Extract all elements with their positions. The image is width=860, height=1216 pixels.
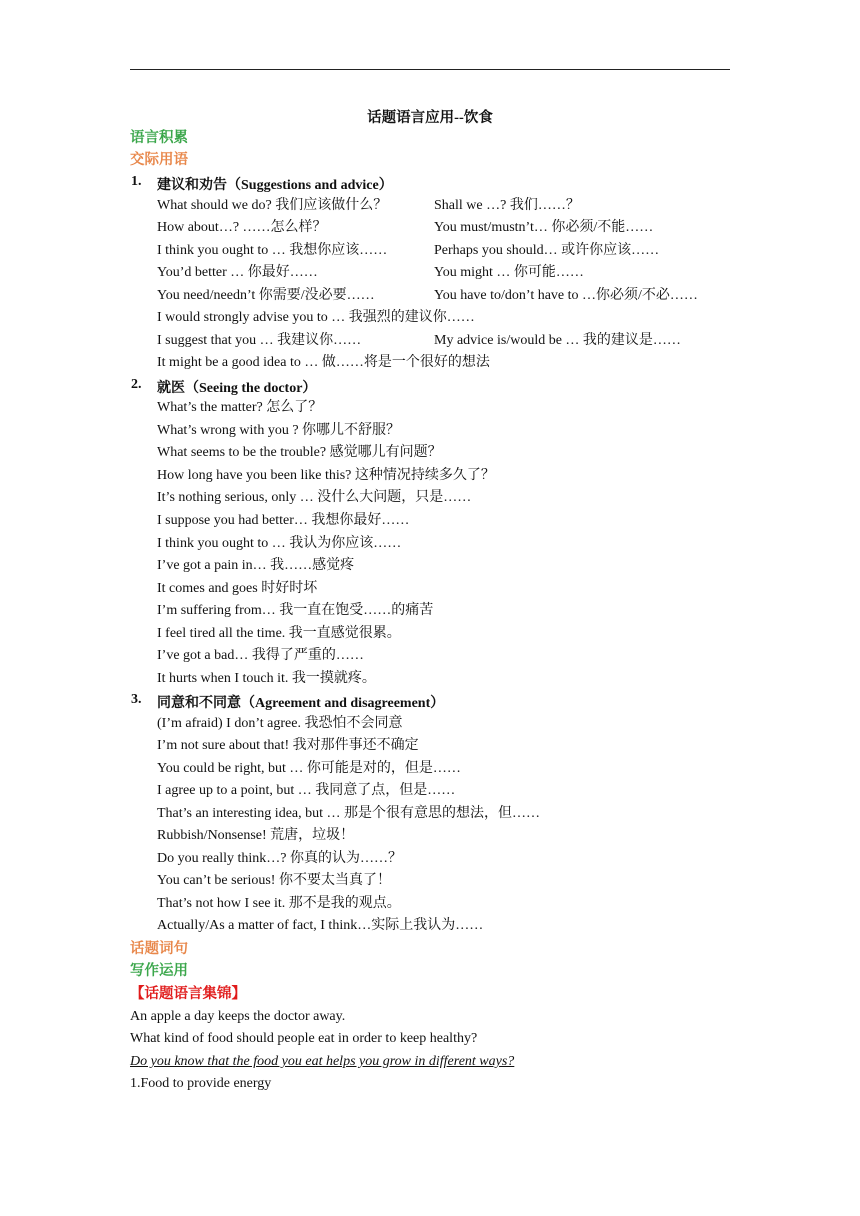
- s1-row6-left: I would strongly advise you to … 我强烈的建议你……: [157, 310, 475, 325]
- s1-row3-right: Perhaps you should… 或许你应该……: [434, 243, 660, 258]
- s1-row1-left: What should we do? 我们应该做什么？: [157, 198, 388, 213]
- s2-line: What’s wrong with you ? 你哪儿不舒服？: [157, 423, 401, 438]
- s2-line: It’s nothing serious, only … 没什么大问题，只是……: [157, 490, 472, 505]
- s1-row4-right: You might … 你可能……: [434, 265, 584, 280]
- section-1-number: 1.: [131, 174, 142, 189]
- s2-line: It hurts when I touch it. 我一摸就疼。: [157, 671, 376, 686]
- top-rule: [130, 69, 730, 70]
- s2-line: What’s the matter? 怎么了？: [157, 400, 323, 415]
- s3-line: (I’m afraid) I don’t agree. 我恐怕不会同意: [157, 716, 403, 731]
- s1-row7-left: I suggest that you … 我建议你……: [157, 333, 362, 348]
- s2-line: I’ve got a pain in… 我……感觉疼: [157, 558, 355, 573]
- s1-row3-left: I think you ought to … 我想你应该……: [157, 243, 388, 258]
- section-2-title: 就医（Seeing the doctor）: [157, 381, 317, 396]
- section-3-number: 3.: [131, 692, 142, 707]
- section-3-title: 同意和不同意（Agreement and disagreement）: [157, 696, 445, 711]
- s3-line: That’s not how I see it. 那不是我的观点。: [157, 896, 401, 911]
- s3-line: Do you really think…? 你真的认为……？: [157, 851, 402, 866]
- s2-line: I’ve got a bad… 我得了严重的……: [157, 648, 364, 663]
- closing-line: An apple a day keeps the doctor away.: [130, 1009, 346, 1024]
- s2-line: I suppose you had better… 我想你最好……: [157, 513, 410, 528]
- s1-row2-right: You must/mustn’t… 你必须/不能……: [434, 220, 654, 235]
- s3-line: Actually/As a matter of fact, I think…实际上我认为……: [157, 918, 484, 933]
- heading-communication: 交际用语: [130, 152, 188, 168]
- heading-collection: 【话题语言集锦】: [130, 986, 246, 1002]
- s2-line: I think you ought to … 我认为你应该……: [157, 536, 402, 551]
- s3-line: Rubbish/Nonsense! 荒唐，垃圾！: [157, 828, 355, 843]
- heading-writing: 写作运用: [130, 963, 188, 979]
- s3-line: You can’t be serious! 你不要太当真了！: [157, 873, 391, 888]
- s2-line: How long have you been like this? 这种情况持续多久了？: [157, 468, 495, 483]
- s3-line: You could be right, but … 你可能是对的，但是……: [157, 761, 461, 776]
- s1-row7-right: My advice is/would be … 我的建议是……: [434, 333, 681, 348]
- s3-line: I agree up to a point, but … 我同意了点，但是……: [157, 783, 456, 798]
- s3-line: That’s an interesting idea, but … 那是个很有意思的想法，但……: [157, 806, 541, 821]
- s1-row1-right: Shall we …? 我们……？: [434, 198, 580, 213]
- page-title: 话题语言应用--饮食: [367, 110, 493, 126]
- heading-language-accumulation: 语言积累: [130, 130, 188, 146]
- s1-row8-left: It might be a good idea to … 做……将是一个很好的想法: [157, 355, 490, 370]
- s2-line: What seems to be the trouble? 感觉哪儿有问题？: [157, 445, 442, 460]
- s2-line: I feel tired all the time. 我一直感觉很累。: [157, 626, 401, 641]
- heading-topic-words: 话题词句: [130, 941, 188, 957]
- s1-row5-left: You need/needn’t 你需要/没必要……: [157, 288, 375, 303]
- s2-line: I’m suffering from… 我一直在饱受……的痛苦: [157, 603, 434, 618]
- s1-row2-left: How about…? ……怎么样？: [157, 220, 327, 235]
- s3-line: I’m not sure about that! 我对那件事还不确定: [157, 738, 419, 753]
- closing-line: What kind of food should people eat in order to keep healthy?: [130, 1031, 478, 1046]
- s2-line: It comes and goes 时好时坏: [157, 581, 318, 596]
- s1-row5-right: You have to/don’t have to …你必须/不必……: [434, 288, 698, 303]
- list-item-food-energy: 1.Food to provide energy: [130, 1076, 272, 1091]
- section-1-title: 建议和劝告（Suggestions and advice）: [157, 178, 393, 193]
- section-2-number: 2.: [131, 377, 142, 392]
- s1-row4-left: You’d better … 你最好……: [157, 265, 318, 280]
- underlined-question: Do you know that the food you eat helps you grow in different ways?: [130, 1054, 515, 1069]
